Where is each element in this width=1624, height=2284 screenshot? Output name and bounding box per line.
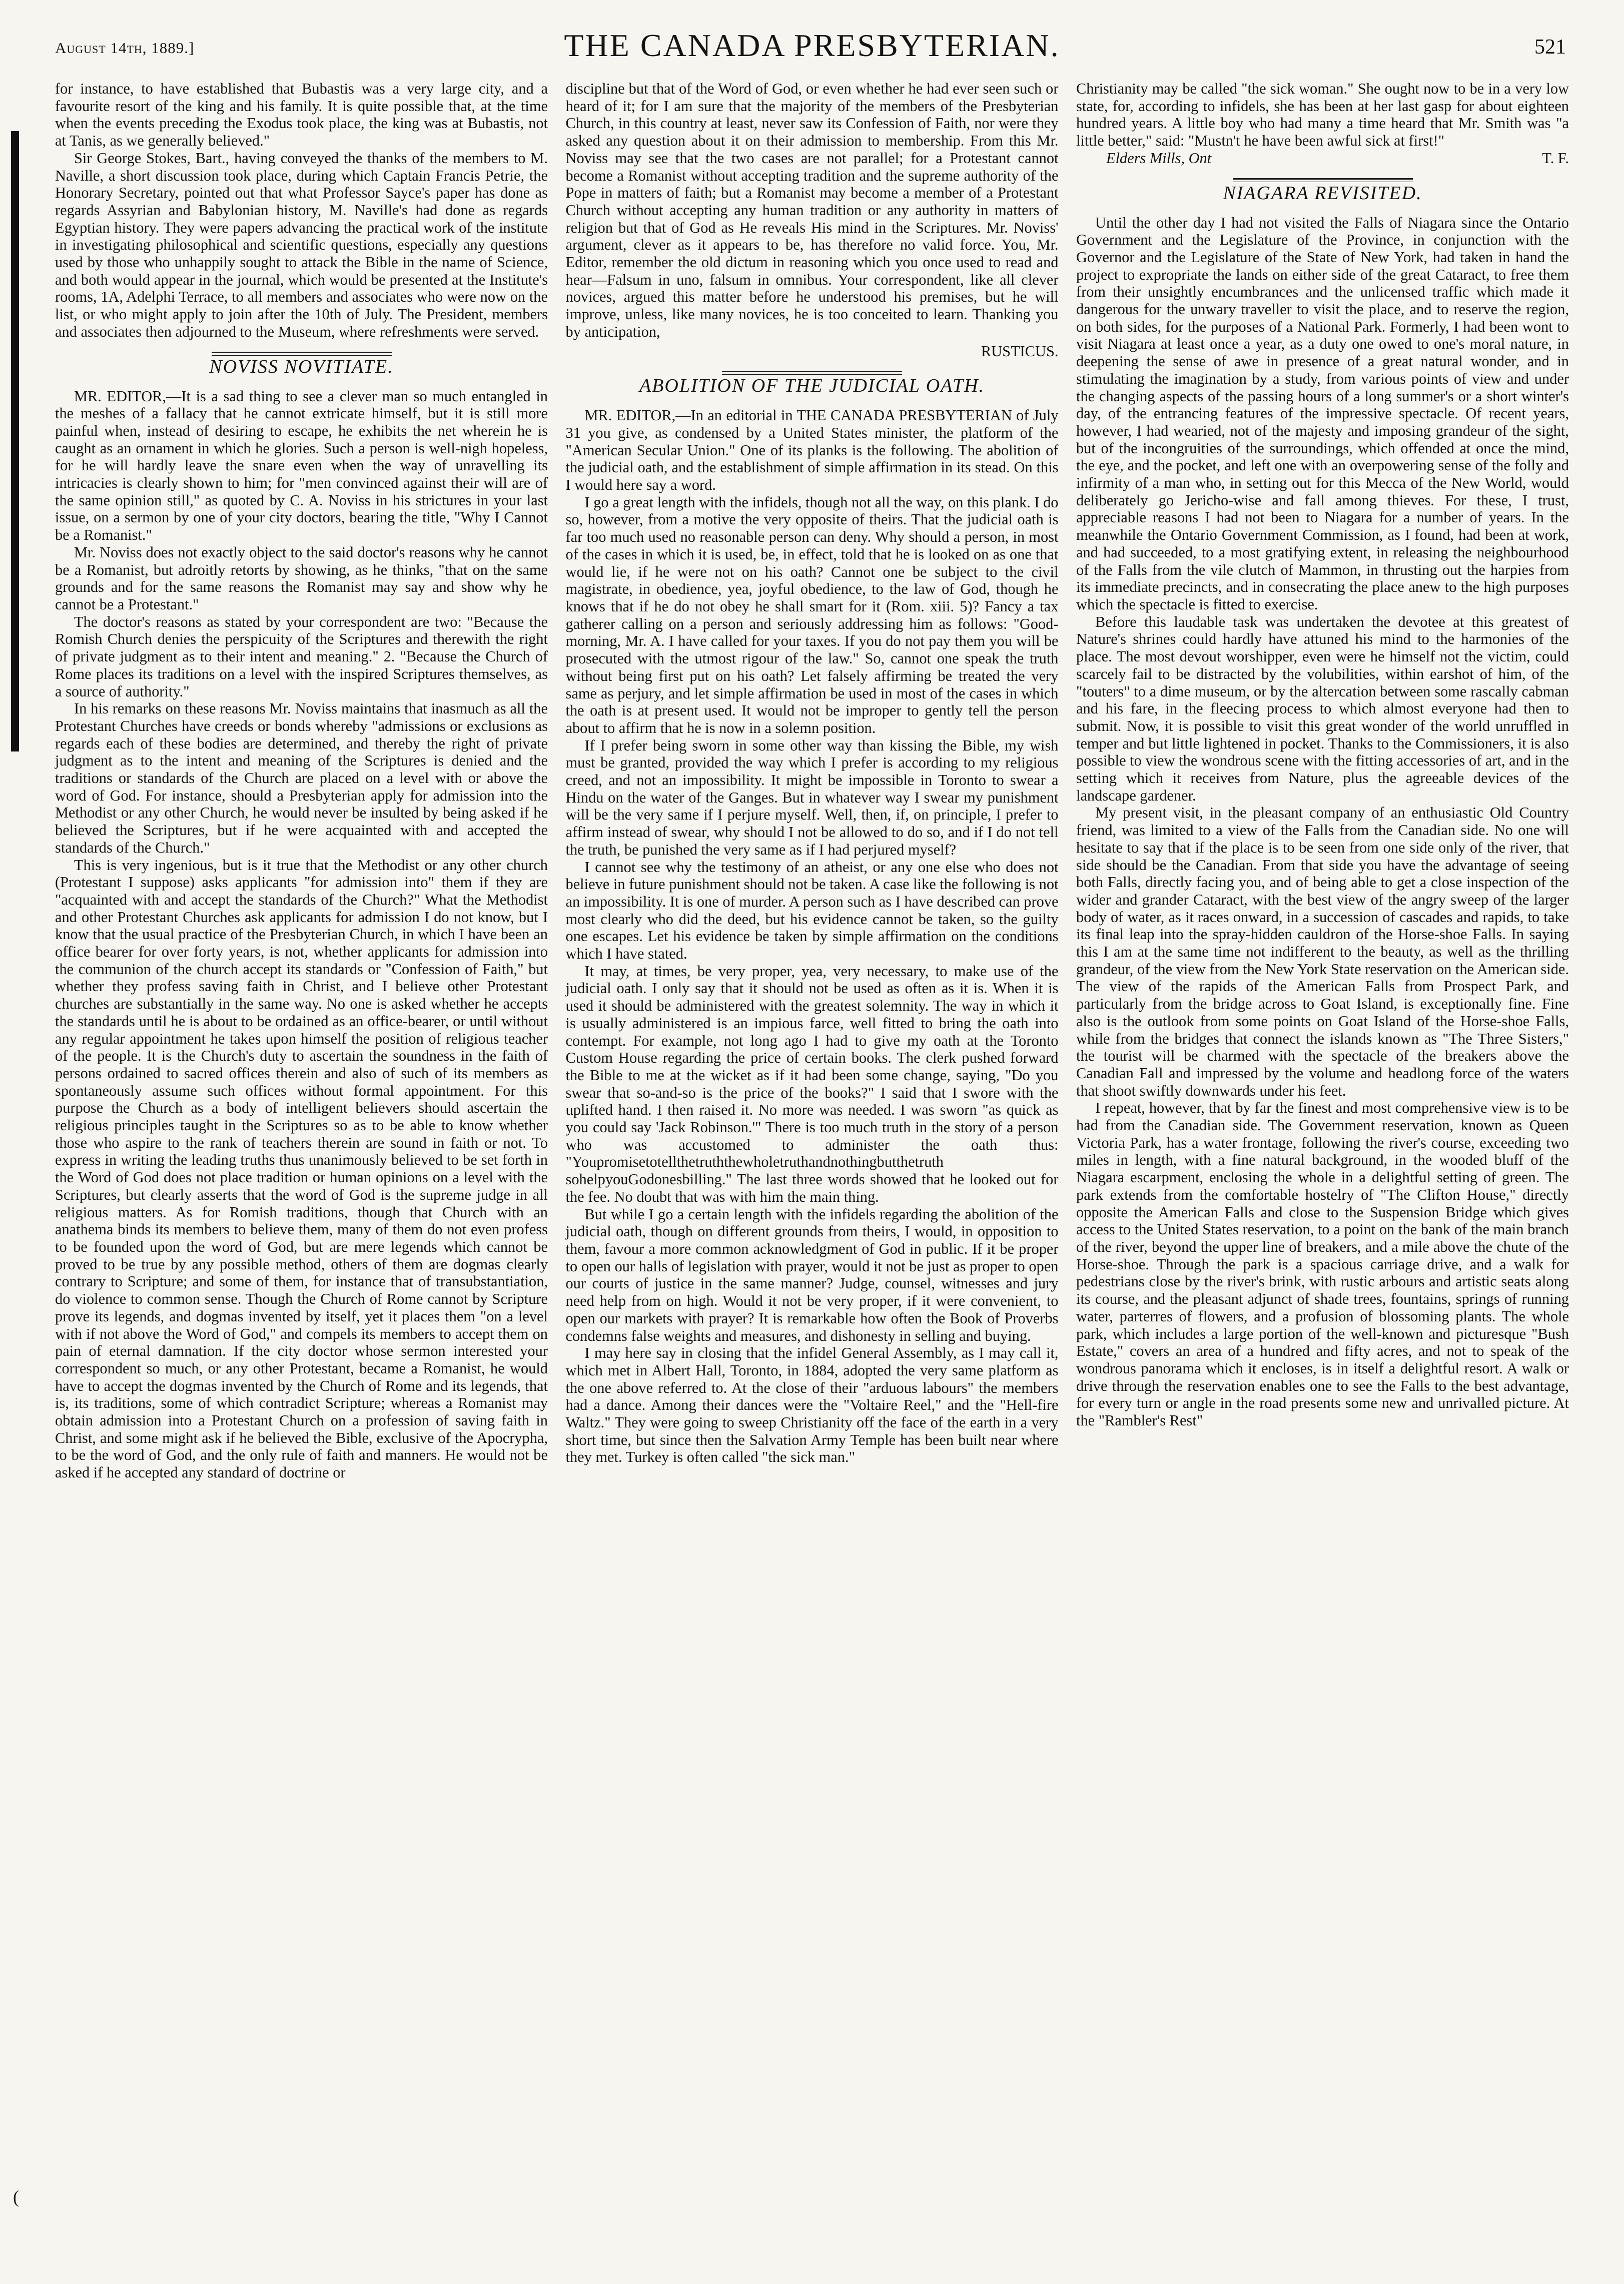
paragraph: for instance, to have established that Bubastis was a very large city, and a favourite resort of the king and his family. It is quite possible that, at the time when the events preceding the Exodus took place, the king was at Bubastis, not at Tanis, as we generally believed." (55, 80, 548, 150)
paragraph: The doctor's reasons as stated by your correspondent are two: "Because the Romish Church denies the perspicuity of the Scriptures and therewith the right of private judgment as to their intent and meaning." 2. "Because the Church of Rome places its traditions on a level with the inspired Scriptures themselves, as a source of authority." (55, 613, 548, 700)
paragraph: I may here say in closing that the infidel General Assembly, as I may call it, which met in Albert Hall, Toronto, in 1884, adopted the very same platform as the one above referred to. At the close of their "arduous labours" the members had a dance. Among their dances were the "Voltaire Reel," and the "Hell-fire Waltz." They were going to sweep Christianity off the face of the earth in a very short time, but since then the Salvation Army Temple has been built near where they met. Turkey is often called "the sick man." (565, 1344, 1059, 1466)
paragraph: Christianity may be called "the sick woman." She ought now to be in a very low state, for, according to infidels, she has been at her last gasp for about eighteen hundred years. A little boy who had many a time heard that Mr. Smith was "a little better," said: "Mustn't he have been awful sick at first!" (1076, 80, 1569, 150)
paragraph: MR. EDITOR,—In an editorial in THE CANADA PRESBYTERIAN of July 31 you give, as condensed by a United States minister, the platform of the "American Secular Union." One of its planks is the following. The abolition of the judicial oath, and the establishment of simple affirmation in its stead. On this I would here say a word. (565, 407, 1059, 494)
masthead (55, 20, 1569, 70)
column-3 (1076, 80, 1569, 1481)
column-1 (55, 80, 548, 1481)
article-heading-noviss (55, 352, 548, 378)
issue-date: August 14th, 1889.] (55, 39, 195, 57)
heading-text: NOVISS NOVITIATE. (209, 356, 394, 377)
paragraph: Sir George Stokes, Bart., having conveyed the thanks of the members to M. Naville, a short discussion took place, during which Captain Francis Petrie, the Honorary Secretary, pointed out that what Professor Sayce's paper has done as regards Assyrian and Babylonian history, M. Naville's had done as regards Egyptian history. They were papers advancing the practical work of the institute in investigating philosophical and scientific questions, especially any questions used by those who unhappily sought to attack the Bible in the name of Science, and both would appear in the journal, which would be presented at the Institute's rooms, 1A, Adelphi Terrace, to all members and associates who were now on the list, or who might apply to join after the 10th of July. The President, members and associates then adjourned to the Museum, where refreshments were served. (55, 149, 548, 340)
heading-rule (1233, 178, 1413, 182)
paragraph: If I prefer being sworn in some other way than kissing the Bible, my wish must be granted, provided the way which I prefer is according to my religious creed, and not an impossibility. It might be impossible in Toronto to swear a Hindu on the water of the Ganges. But in whatever way I swear my punishment will be the very same if I perjure myself. Well, then, if, on principle, I prefer to affirm instead of swear, why should I not be allowed to do so, and if I do not tell the truth, be punished the very same as if I had perjured myself? (565, 736, 1059, 858)
author-initials: T. F. (1542, 149, 1569, 167)
paragraph: Until the other day I had not visited the Falls of Niagara since the Ontario Government and the Legislature of the Province, in conjunction with the Governor and the Legislature of the State of New York, had taken in hand the project to expropriate the lands on either side of the great Cataract, to free them from their unsightly encumbrances and the unlicensed traffic which made it dangerous for the unwary traveller to visit the place, and to reserve the region, on both sides, for the purposes of a National Park. Formerly, I had been wont to visit Niagara at least once a year, as a duty one owed to one's moral nature, in deepening the sense of awe in presence of a great natural wonder, and in stimulating the imagination by a study, from various points of view and under the changing aspects of the passing hours of a long summer's or a short winter's day, of the entrancing features of the impressive spectacle. Of recent years, however, I had wearied, not of the majesty and imposing grandeur of the sight, but of the incongruities of the surroundings, which offended at once the mind, the eye, and the pocket, and left one with an overpowering sense of the folly and infirmity of a man who, in setting out for this Mecca of the New World, would deliberately go Jericho-wise and fall among thieves. For these, I trust, appreciable reasons I had not been to Niagara for a number of years. In the meanwhile the Ontario Government Commission, as I found, had been at work, and had succeeded, to a most gratifying extent, in releasing the neighbourhood of the Falls from the vile clutch of Mammon, in thrusting out the harpies from its immediate precincts, and in consecrating the place anew to the high purposes which the spectacle is fitted to exercise. (1076, 214, 1569, 613)
article-columns (55, 80, 1569, 1481)
margin-bar (11, 131, 19, 751)
paragraph: But while I go a certain length with the infidels regarding the abolition of the judicial oath, though on different grounds from theirs, I would, in opposition to them, favour a more common acknowledgment of God in public. If it be proper to open our halls of legislation with prayer, would it not be just as proper to open our courts of justice in the same manner? Judge, counsel, witnesses and jury need help from on high. Would it not be very proper, if it were convenient, to open our markets with prayer? It is remarkable how often the Book of Proverbs condemns false weights and measures, and dishonesty in selling and buying. (565, 1205, 1059, 1344)
paragraph: It may, at times, be very proper, yea, very necessary, to make use of the judicial oath. I only say that it should not be used as often as it is. When it is used it should be administered with the greatest solemnity. The way in which it is usually administered is an impious farce, well fitted to bring the oath into contempt. For example, not long ago I had to give my oath at the Toronto Custom House regarding the price of certain books. The clerk pushed forward the Bible to me at the wicket as if it had been some change, saying, "Do you swear that so-and-so is the price of the books?" I said that I swore with the uplifted hand. I then raised it. No more was needed. I was sworn "as quick as you could say 'Jack Robinson.'" There is too much truth in the story of a person who was accustomed to administer the oath thus: "Youpromisetotellthetruththewholetruthandnothingbutthetruth sohelpyouGodonesbilling." The last three words showed that he looked out for the fee. No doubt that was with him the main thing. (565, 962, 1059, 1205)
paragraph: This is very ingenious, but is it true that the Methodist or any other church (Protestant I suppose) asks applicants "for admission into" them if they are "acquainted with and accept the standards of the Church?" What the Methodist and other Protestant Churches ask applicants for admission I do not know, but I know that the usual practice of the Presbyterian Church, in which I have been an office bearer for over forty years, is not, whether applicants for admission into the communion of the church accept its standards or "Confession of Faith," but whether they profess saving faith in Christ, and I believe other Protestant churches are substantially in the same way. No one is asked whether he accepts the standards until he is about to be ordained as an office-bearer, or until without any regular appointment he takes upon himself the position of religious teacher of the people. It is the Church's duty to ascertain the soundness in the faith of persons ordained to sacred offices therein and also of such of its members as spontaneously assume such offices without formal appointment. For this purpose the Church as a body of intelligent believers should ascertain the religious principles taught in the Scriptures so as to be able to know whether those who aspire to the rank of teachers therein are sound in faith or not. To express in writing the leading truths thus unanimously believed to be set forth in the Word of God does not place tradition or human opinions on a level with the Scriptures, but clearly asserts that the word of God is the supreme judge in all religious matters. As for Romish traditions, though that Church with an anathema binds its members to believe them, many of them do not even profess to be founded upon the word of God, but are mere legends which cannot be proved to be true by any possible method, others of them are dogmas clearly contrary to Scripture; and some of them, for instance that of transubstantiation, do violence to common sense. Though the Church of Rome cannot by Scripture prove its legends, and dogmas invented by itself, yet it places them "on a level with if not above the Word of God," and compels its members to accept them on pain of eternal damnation. If the city doctor whose sermon interested your correspondent so much, or any other Protestant, became a Romanist, he would have to accept the dogmas invented by the Church of Rome and its legends, that is, its traditions, some of which contradict Scripture; whereas a Romanist may obtain admission into a Protestant Church on a profession of saving faith in Christ, and some might ask if he believed the Bible, exclusive of the Apocrypha, to be the word of God, and the only rule of faith and manners. He would not be asked if he accepted any standard of doctrine or (55, 856, 548, 1481)
paragraph: In his remarks on these reasons Mr. Noviss maintains that inasmuch as all the Protestant Churches have creeds or bonds whereby "admissions or exclusions as regards each of these bodies are determined, and thereby the right of private judgment as to the intent and meaning of the Scriptures is denied and the traditions or standards of the Church are placed on a level with or above the word of God. For instance, should a Presbyterian apply for admission into the Methodist or any other Church, he would never be insulted by being asked if he believed the Scriptures, but if he were acquainted with and accepted the standards of the Church." (55, 700, 548, 856)
heading-rule (212, 352, 392, 356)
paragraph: I cannot see why the testimony of an atheist, or any one else who does not believe in future punishment should not be taken. A case like the following is not an impossibility. It is one of murder. A person such as I have described can prove most clearly who did the deed, but his evidence cannot be taken, so the guilty one escapes. Let his evidence be taken by simple affirmation on the conditions which I have stated. (565, 858, 1059, 963)
page-number: 521 (1534, 36, 1566, 59)
heading-text: ABOLITION OF THE JUDICIAL OATH. (639, 375, 985, 397)
heading-rule (722, 371, 902, 375)
sign-off (1076, 150, 1569, 167)
column-2 (566, 80, 1059, 1481)
newspaper-title: THE CANADA PRESBYTERIAN. (564, 28, 1060, 63)
author-place: Elders Mills, Ont (1106, 149, 1212, 167)
paragraph: I repeat, however, that by far the finest and most comprehensive view is to be had from the Canadian side. The Government reservation, known as Queen Victoria Park, has a water frontage, following the river's course, exceeding two miles in length, with a fine natural background, in the wooded bluff of the Niagara escarpment, enclosing the whole in a delightful setting of green. The park extends from the comfortable hostelry of "The Clifton House," directly opposite the American Falls and close to the Suspension Bridge which gives access to the United States reservation, to a point on the bank of the main branch of the river, beyond the upper line of breakers, and a mile above the chute of the Horse-shoe. Through the park is a spacious carriage drive, and a walk for pedestrians close by the river's brink, with rustic arbours and artistic seats along its course, and the pleasant adjunct of shade trees, fountains, springs of running water, parterres of flowers, and a profusion of blossoming plants. The whole park, which includes a large portion of the well-known and picturesque "Bush Estate," covers an area of a hundred and fifty acres, and not to speak of the wondrous panorama which it encloses, is in itself a delightful resort. A walk or drive through the reservation enables one to see the Falls to the best advantage, for every turn or angle in the road presents some new and unrivalled picture. At the "Rambler's Rest" (1076, 1099, 1569, 1429)
article-heading-oath (566, 371, 1059, 397)
paragraph: discipline but that of the Word of God, or even whether he had ever seen such or heard of it; for I am sure that the majority of the members of the Presbyterian Church, in this country at least, never saw its Confession of Faith, nor were they asked any question about it on their admission to membership. From this Mr. Noviss may see that the two cases are not parallel; for a Protestant cannot become a Romanist without accepting tradition and the supreme authority of the Pope in matters of faith; but a Romanist may become a member of a Protestant Church without accepting any human tradition or any authority in matters of religion but that of God as He reveals His mind in the Scriptures. Mr. Noviss' argument, clever as it appears to be, has therefore no valid force. You, Mr. Editor, remember the old dictum in reasoning which you once used to read and hear—Falsum in uno, falsum in omnibus. Your correspondent, like all clever novices, argued this matter before he understood his premises, but he will improve, unless, like many novices, he is too conceited to learn. Thanking you by anticipation, (565, 80, 1059, 340)
paragraph: I go a great length with the infidels, though not all the way, on this plank. I do so, however, from a motive the very opposite of theirs. That the judicial oath is far too much used no reasonable person can deny. Why should a person, in most of the cases in which it is used, be, in effect, told that he is looked on as one that would lie, if he were not on his oath? Cannot one be subject to the civil magistrate, in obedience, yea, joyful obedience, to the law of God, though he knows that if he do not obey he shall smart for it (Rom. xiii. 5)? Fancy a tax gatherer calling on a person and seriously addressing him as follows: "Good-morning, Mr. A. I have called for your taxes. If you do not pay them you will be prosecuted with the utmost rigour of the law." So, cannot one speak the truth without being first put on his oath? Let falsely affirming be treated the very same as perjury, and let simple affirmation be used in most of the cases in which the oath is at present used. It would not be improper to gently tell the person about to affirm that he is now in a solemn position. (565, 493, 1059, 736)
article-heading-niagara (1076, 178, 1569, 204)
margin-mark: ( (13, 2187, 19, 2207)
paragraph: Mr. Noviss does not exactly object to the said doctor's reasons why he cannot be a Romanist, but adroitly retorts by showing, as he thinks, "that on the same grounds and for the same reasons the Romanist may say and show why he cannot be a Protestant." (55, 543, 548, 613)
author-signature: RUSTICUS. (981, 342, 1059, 360)
heading-text: NIAGARA REVISITED. (1223, 182, 1422, 204)
paragraph: My present visit, in the pleasant company of an enthusiastic Old Country friend, was limited to a view of the Falls from the Canadian side. No one will hesitate to say that if the place is to be seen from one side only of the river, that side should be the Canadian. From that side you have the advantage of seeing both Falls, directly facing you, and of being able to get a close inspection of the wider and grander Cataract, with the best view of the angry sweep of the larger body of water, as it races onward, in a succession of cascades and rapids, to take its final leap into the spray-hidden cauldron of the Horse-shoe Falls. In saying this I am at the same time not indifferent to the beauty, as well as the thrilling grandeur, of the view from the New York State reservation on the American side. The view of the rapids of the American Falls from Prospect Park, and particularly from the bridge across to Goat Island, is exceptionally fine. Fine also is the outlook from some points on Goat Island of the Horse-shoe Falls, while from the bridges that connect the islands known as "The Three Sisters," the tourist will be charmed with the spectacle of the breakers above the Canadian Fall and impressed by the volume and headlong force of the waters that shoot swiftly downwards under his feet. (1076, 804, 1569, 1099)
paragraph: MR. EDITOR,—It is a sad thing to see a clever man so much entangled in the meshes of a fallacy that he cannot extricate himself, but it is still more painful when, instead of desiring to escape, he exhibits the net wherein he is caught as an ornament in which he glories. Such a person is well-nigh hopeless, for he will hardly leave the snare even when the way of unravelling its intricacies is clearly shown to him; for "men convinced against their will are of the same opinion still," as quoted by C. A. Noviss in his strictures in your last issue, on a sermon by one of your city doctors, bearing the title, "Why I Cannot be a Romanist." (55, 387, 548, 544)
paragraph: Before this laudable task was undertaken the devotee at this greatest of Nature's shrines could hardly have attuned his mind to the harmonies of the place. The most devout worshipper, even were he himself not the victim, could scarcely fail to be distracted by the volubilities, within earshot of him, of the "touters" to a dime museum, or by the altercation between some rascally cabman and his fare, in the fleecing process to which almost everyone had then to submit. Now, it is possible to visit this great wonder of the world unruffled in temper and but little lightened in pocket. Thanks to the Commissioners, it is also possible to view the wondrous scene with the fitting accessories of art, and in the setting which it receives from Nature, plus the agreeable devices of the landscape gardener. (1076, 613, 1569, 804)
